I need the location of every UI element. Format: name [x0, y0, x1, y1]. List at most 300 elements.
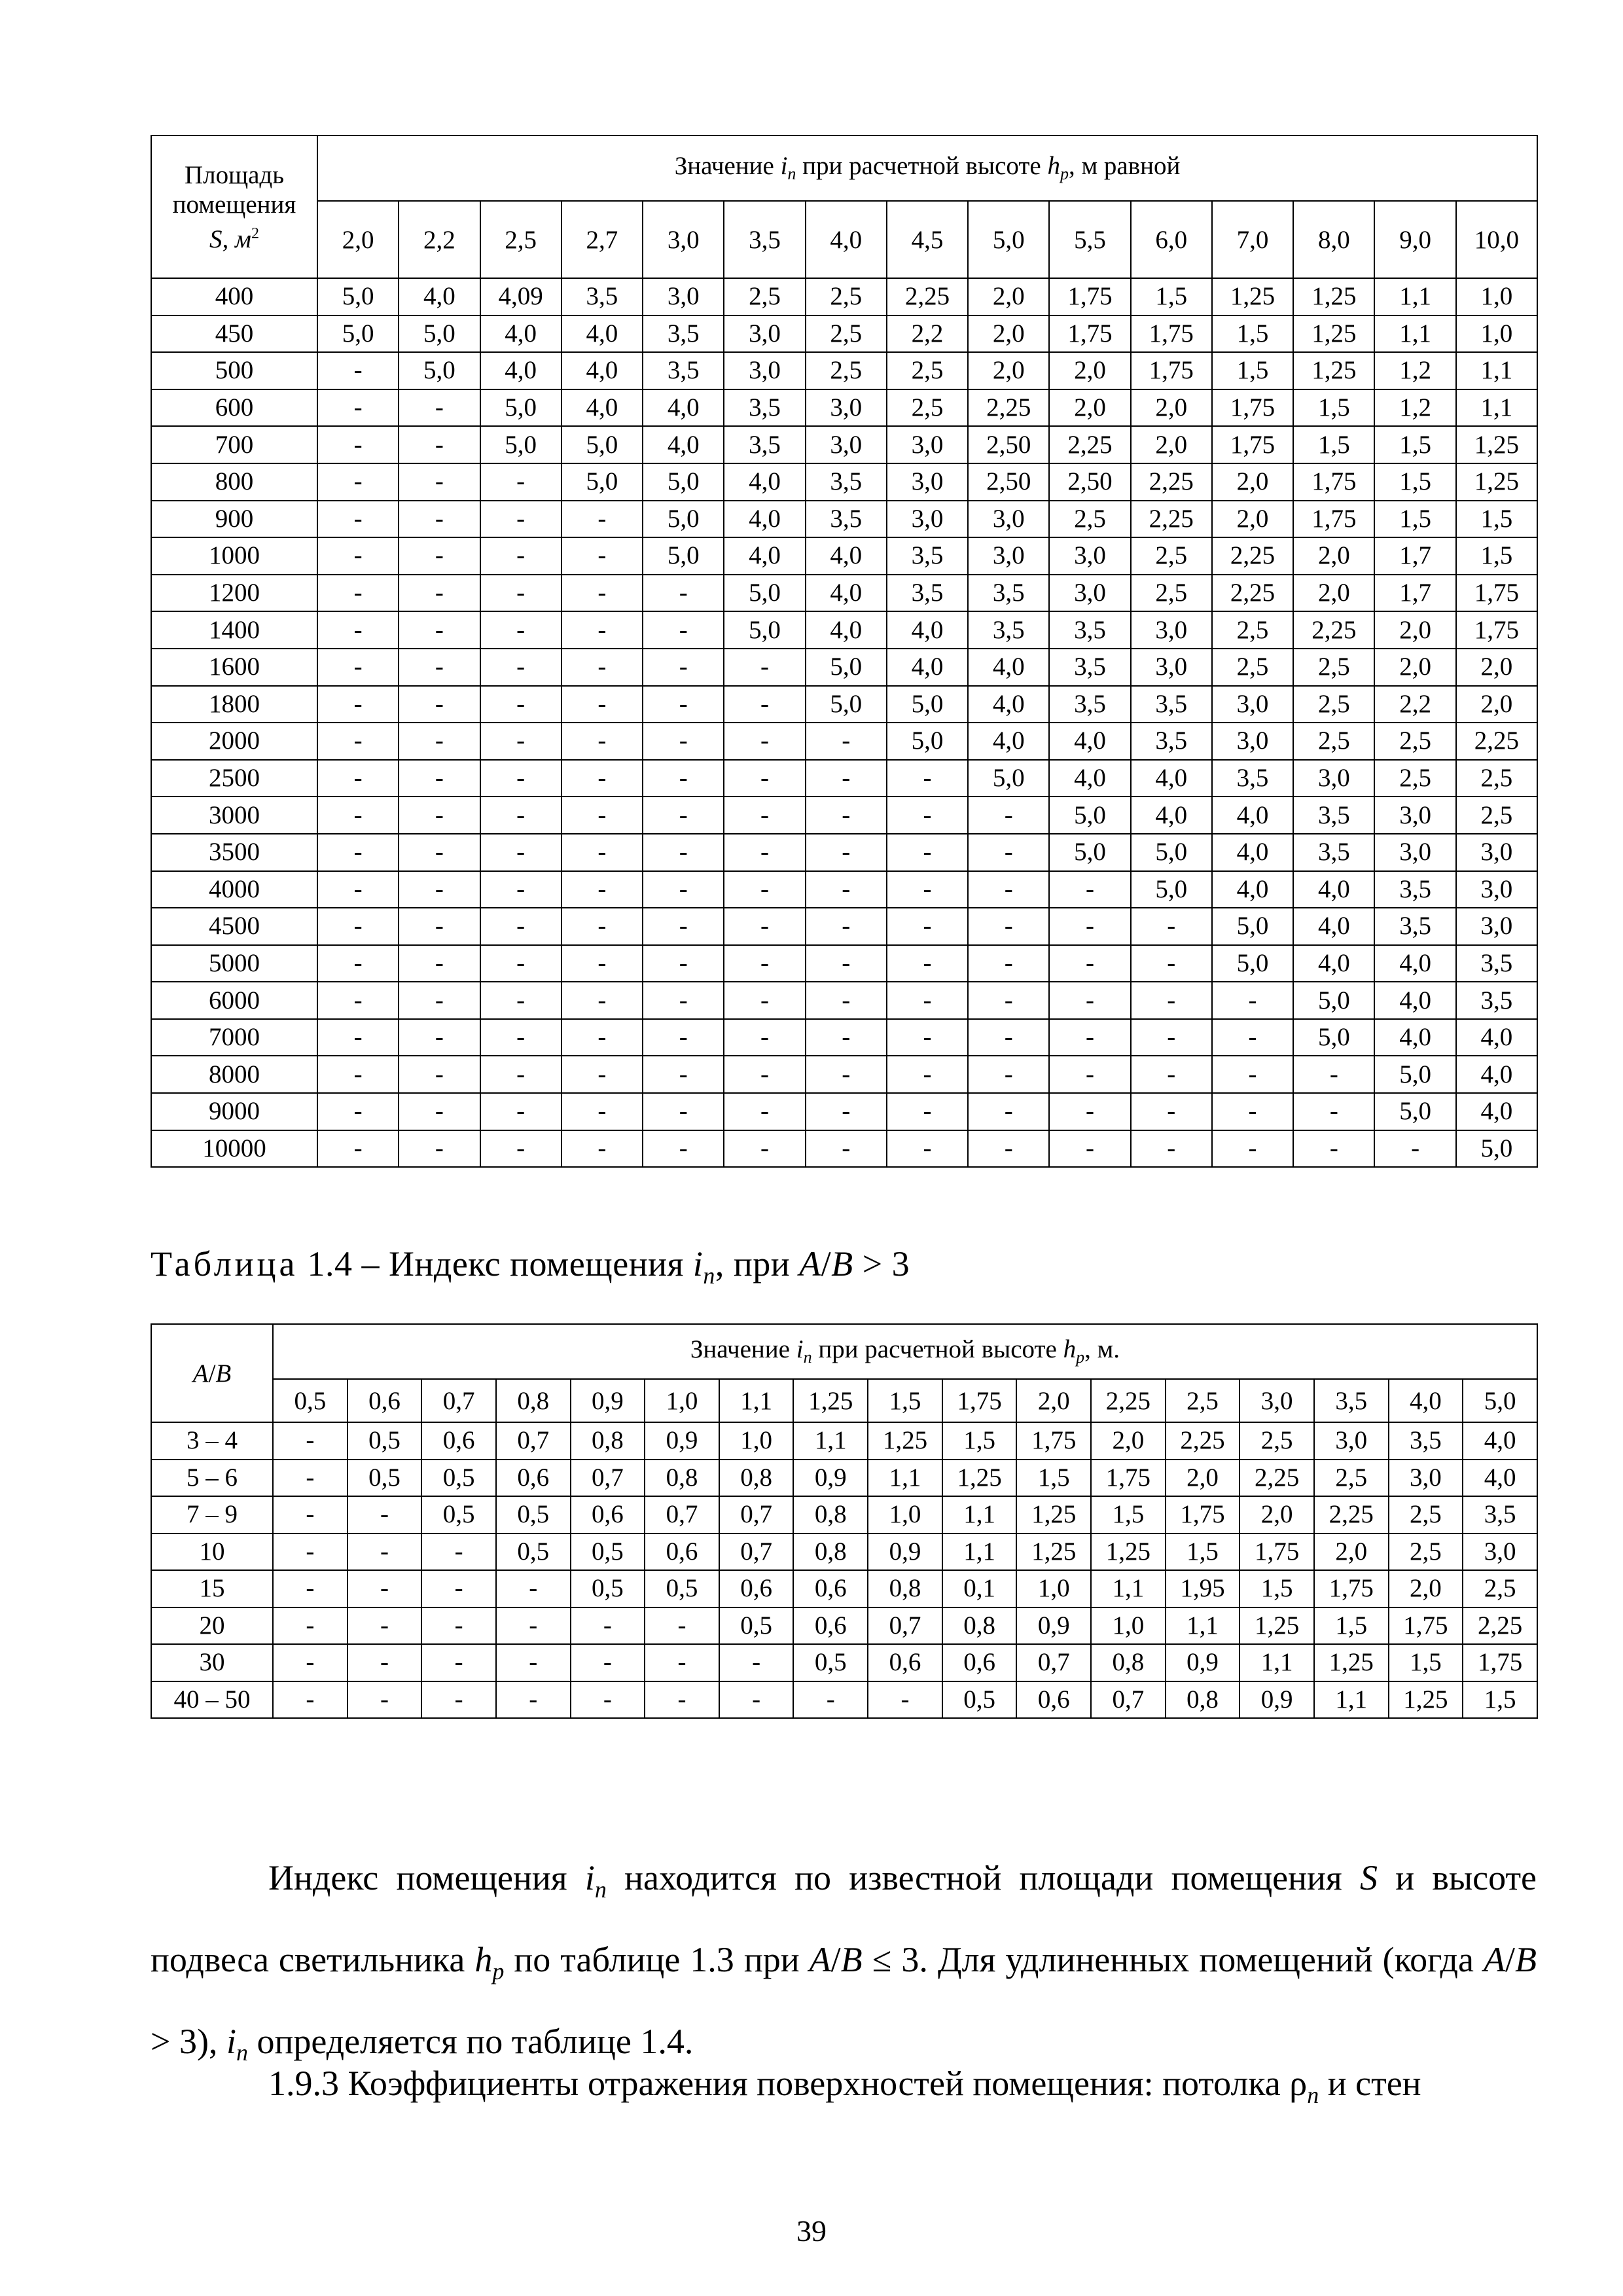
table-cell: 4,0: [562, 315, 643, 353]
table-cell: 5,0: [806, 686, 887, 723]
table13-height-header: 4,0: [806, 201, 887, 278]
table-cell: 1,5: [1240, 1570, 1314, 1607]
table-cell: 2,5: [806, 278, 887, 315]
table-cell: -: [399, 723, 480, 760]
table-1-4-caption: Таблица 1.4 – Индекс помещения $i_п$, при A/B > 3: [151, 1244, 910, 1289]
table-cell: 3,0: [887, 501, 968, 538]
table-cell: 4,0: [1293, 945, 1374, 982]
row-label-cell: 4000: [151, 871, 317, 908]
table-cell: -: [421, 1607, 496, 1645]
table-cell: -: [643, 1093, 724, 1130]
table-cell: -: [348, 1607, 422, 1645]
table-row: [151, 1644, 1537, 1681]
table-cell: 4,0: [480, 352, 562, 389]
table-cell: -: [317, 389, 399, 427]
table14-height-header: 3,0: [1240, 1379, 1314, 1422]
table-cell: -: [1131, 1019, 1212, 1056]
table-cell: 2,5: [1389, 1534, 1463, 1571]
table-cell: -: [1131, 982, 1212, 1019]
table-cell: 2,0: [1212, 463, 1293, 501]
table-cell: 5,0: [562, 463, 643, 501]
table-cell: -: [1212, 1130, 1293, 1168]
table-cell: -: [348, 1570, 422, 1607]
row-label-cell: 1600: [151, 649, 317, 686]
paragraph-room-index: Индекс помещения $i_п$ находится по известной площади помещения S и высоте подвеса светильника $h_р$ по таблице 1.3 при A/B ≤ 3. Для удлиненных помещений (когда A/B > 3), $i_п$ определяется по таблице 1.4.: [151, 1858, 1537, 2066]
table-row: [151, 797, 1537, 834]
table-cell: -: [399, 760, 480, 797]
row-label-cell: 5 – 6: [151, 1460, 273, 1497]
table-cell: -: [399, 649, 480, 686]
table14-height-header: 0,8: [496, 1379, 571, 1422]
table-cell: 3,0: [724, 352, 805, 389]
table-cell: -: [724, 760, 805, 797]
table-cell: 1,25: [1456, 463, 1537, 501]
table-cell: 0,9: [793, 1460, 868, 1497]
table-cell: 1,75: [1463, 1644, 1537, 1681]
table-cell: 2,0: [1049, 352, 1130, 389]
table-cell: 5,0: [562, 426, 643, 463]
table-cell: -: [562, 723, 643, 760]
table-cell: 1,75: [1240, 1534, 1314, 1571]
table-cell: -: [480, 908, 562, 945]
table-cell: 1,5: [1131, 278, 1212, 315]
table-cell: 3,0: [806, 426, 887, 463]
table-cell: -: [480, 649, 562, 686]
table-cell: 1,25: [868, 1422, 942, 1460]
table-cell: 1,1: [1240, 1644, 1314, 1681]
table-cell: 1,5: [942, 1422, 1017, 1460]
table-cell: -: [968, 871, 1049, 908]
table-cell: -: [1212, 1019, 1293, 1056]
table-cell: 0,8: [793, 1534, 868, 1571]
table-cell: -: [317, 501, 399, 538]
table-cell: -: [399, 463, 480, 501]
table-cell: -: [480, 1019, 562, 1056]
table-cell: 5,0: [1131, 871, 1212, 908]
table-cell: 1,1: [1374, 315, 1455, 353]
table-cell: 2,25: [1049, 426, 1130, 463]
table-cell: -: [968, 908, 1049, 945]
table-cell: 0,9: [1240, 1681, 1314, 1719]
table-cell: 5,0: [1293, 1019, 1374, 1056]
table-cell: 5,0: [399, 315, 480, 353]
table-cell: -: [724, 982, 805, 1019]
table-cell: 2,0: [1389, 1570, 1463, 1607]
table-cell: 2,25: [1131, 463, 1212, 501]
table-cell: 3,0: [1314, 1422, 1389, 1460]
table-cell: -: [348, 1496, 422, 1534]
table-cell: 1,75: [1131, 352, 1212, 389]
table-cell: 1,75: [1293, 501, 1374, 538]
table-cell: 1,5: [1166, 1534, 1240, 1571]
table-cell: 2,5: [724, 278, 805, 315]
row-label-cell: 800: [151, 463, 317, 501]
row-label-cell: 3 – 4: [151, 1422, 273, 1460]
table14-height-header: 3,5: [1314, 1379, 1389, 1422]
table-cell: -: [1049, 1056, 1130, 1093]
table13-height-header: 5,0: [968, 201, 1049, 278]
table-cell: -: [317, 908, 399, 945]
table-cell: -: [724, 1093, 805, 1130]
table-cell: 2,0: [968, 278, 1049, 315]
table-cell: 1,75: [1456, 575, 1537, 612]
table-cell: -: [317, 945, 399, 982]
table-cell: -: [496, 1644, 571, 1681]
table-cell: -: [724, 686, 805, 723]
table-cell: -: [562, 1130, 643, 1168]
table-row: [151, 982, 1537, 1019]
table-cell: -: [317, 537, 399, 575]
table-cell: -: [317, 723, 399, 760]
table-cell: 3,5: [1049, 611, 1130, 649]
table-cell: -: [724, 834, 805, 871]
table-cell: 2,0: [1293, 575, 1374, 612]
table-cell: 0,5: [348, 1460, 422, 1497]
table-cell: -: [887, 1019, 968, 1056]
table-cell: -: [480, 871, 562, 908]
table-cell: 0,8: [1166, 1681, 1240, 1719]
row-label-cell: 10000: [151, 1130, 317, 1168]
table-cell: 3,0: [1293, 760, 1374, 797]
table-cell: -: [724, 797, 805, 834]
table-cell: 0,8: [571, 1422, 645, 1460]
table13-height-header: 3,5: [724, 201, 805, 278]
table-cell: 4,0: [1456, 1019, 1537, 1056]
table-cell: 2,0: [1240, 1496, 1314, 1534]
table-cell: 4,0: [1131, 760, 1212, 797]
table-cell: 3,5: [1456, 945, 1537, 982]
table14-height-header: 0,9: [571, 1379, 645, 1422]
table-cell: -: [645, 1681, 719, 1719]
row-label-cell: 1800: [151, 686, 317, 723]
table-cell: 0,1: [942, 1570, 1017, 1607]
table-row: [151, 537, 1537, 575]
table-cell: 4,0: [806, 611, 887, 649]
table13-height-header: 2,0: [317, 201, 399, 278]
table-cell: -: [887, 797, 968, 834]
table-cell: 0,6: [645, 1534, 719, 1571]
table-cell: 2,25: [1293, 611, 1374, 649]
table-cell: -: [724, 945, 805, 982]
table-row: [151, 501, 1537, 538]
table-cell: -: [399, 537, 480, 575]
table-cell: 2,5: [1131, 537, 1212, 575]
table-cell: 2,0: [1314, 1534, 1389, 1571]
table-cell: -: [1293, 1130, 1374, 1168]
table-cell: 4,0: [1463, 1460, 1537, 1497]
table-cell: -: [887, 945, 968, 982]
table-cell: 2,5: [1293, 723, 1374, 760]
table-cell: 1,5: [1456, 501, 1537, 538]
table-cell: -: [643, 1130, 724, 1168]
table-cell: 3,5: [1374, 871, 1455, 908]
header-ab: A/B: [151, 1324, 273, 1422]
row-label-cell: 3500: [151, 834, 317, 871]
table-cell: 4,0: [724, 463, 805, 501]
table-cell: -: [968, 945, 1049, 982]
table-cell: 1,75: [1166, 1496, 1240, 1534]
table-cell: 3,0: [968, 501, 1049, 538]
table-cell: 1,5: [1389, 1644, 1463, 1681]
table-cell: -: [562, 537, 643, 575]
table-cell: 1,75: [1456, 611, 1537, 649]
table-cell: -: [806, 1019, 887, 1056]
table-cell: -: [887, 1130, 968, 1168]
table-row: [151, 611, 1537, 649]
table-cell: 3,5: [1293, 797, 1374, 834]
table-cell: -: [317, 1130, 399, 1168]
table-cell: 1,5: [1212, 315, 1293, 353]
table-cell: 1,5: [1091, 1496, 1166, 1534]
header-area: Площадь помещения S, $м^2$: [151, 135, 317, 278]
table-cell: 3,5: [1389, 1422, 1463, 1460]
table-cell: 1,1: [942, 1534, 1017, 1571]
table-cell: 1,7: [1374, 537, 1455, 575]
table14-height-header: 4,0: [1389, 1379, 1463, 1422]
table-cell: -: [273, 1422, 348, 1460]
table14-height-header: 2,0: [1016, 1379, 1091, 1422]
table-cell: 2,50: [968, 426, 1049, 463]
table-cell: -: [968, 982, 1049, 1019]
table-cell: 0,9: [1166, 1644, 1240, 1681]
table-cell: 2,2: [1374, 686, 1455, 723]
table-cell: -: [562, 501, 643, 538]
table-cell: 3,0: [1212, 686, 1293, 723]
table-cell: -: [1049, 871, 1130, 908]
table-cell: 1,1: [868, 1460, 942, 1497]
table-cell: 0,9: [1016, 1607, 1091, 1645]
table-cell: 1,5: [1374, 426, 1455, 463]
table-cell: -: [273, 1607, 348, 1645]
table-cell: 3,5: [1131, 686, 1212, 723]
table-cell: -: [1049, 1130, 1130, 1168]
table-cell: 1,5: [1293, 389, 1374, 427]
table13-height-header: 10,0: [1456, 201, 1537, 278]
page-number: 39: [796, 2214, 827, 2248]
table-cell: -: [1293, 1056, 1374, 1093]
table-cell: 0,8: [868, 1570, 942, 1607]
table-cell: 2,0: [1091, 1422, 1166, 1460]
table-row: [151, 389, 1537, 427]
table-cell: -: [643, 797, 724, 834]
table-cell: 2,25: [968, 389, 1049, 427]
table-cell: -: [480, 686, 562, 723]
table-cell: 3,0: [887, 463, 968, 501]
table-row: [151, 1607, 1537, 1645]
table-cell: 1,5: [1016, 1460, 1091, 1497]
table14-height-header: 0,6: [348, 1379, 422, 1422]
table-cell: 3,5: [968, 575, 1049, 612]
table-cell: 5,0: [724, 575, 805, 612]
table-cell: -: [317, 1056, 399, 1093]
table-cell: 1,1: [1374, 278, 1455, 315]
table-cell: 0,5: [421, 1496, 496, 1534]
table-cell: 3,0: [643, 278, 724, 315]
table-cell: 4,0: [1456, 1093, 1537, 1130]
table-cell: 3,0: [1131, 649, 1212, 686]
table-cell: 0,7: [1091, 1681, 1166, 1719]
table-cell: -: [887, 834, 968, 871]
table-cell: -: [719, 1644, 794, 1681]
table-cell: 4,0: [643, 426, 724, 463]
table-cell: 3,5: [643, 352, 724, 389]
table-cell: -: [968, 797, 1049, 834]
table-cell: -: [887, 871, 968, 908]
table-cell: 1,75: [1091, 1460, 1166, 1497]
table-cell: 1,2: [1374, 389, 1455, 427]
table14-height-header: 5,0: [1463, 1379, 1537, 1422]
table-cell: 4,0: [1212, 797, 1293, 834]
table-cell: -: [571, 1607, 645, 1645]
table13-height-header: 8,0: [1293, 201, 1374, 278]
table-cell: 0,6: [793, 1607, 868, 1645]
table-cell: -: [806, 723, 887, 760]
table-cell: -: [399, 1093, 480, 1130]
table-cell: 1,0: [719, 1422, 794, 1460]
table-cell: -: [562, 797, 643, 834]
table-cell: -: [643, 982, 724, 1019]
table-cell: -: [399, 908, 480, 945]
table-cell: -: [273, 1644, 348, 1681]
table-cell: 2,5: [887, 352, 968, 389]
table-cell: -: [562, 575, 643, 612]
row-label-cell: 700: [151, 426, 317, 463]
row-label-cell: 600: [151, 389, 317, 427]
table-cell: -: [643, 723, 724, 760]
table-cell: 1,7: [1374, 575, 1455, 612]
table-cell: 5,0: [643, 463, 724, 501]
table-cell: 3,0: [806, 389, 887, 427]
table-cell: 2,0: [1456, 649, 1537, 686]
table-cell: 0,7: [571, 1460, 645, 1497]
table-cell: -: [399, 871, 480, 908]
table-cell: 5,0: [643, 537, 724, 575]
table-cell: 0,9: [645, 1422, 719, 1460]
table-cell: 2,5: [806, 352, 887, 389]
table-cell: -: [793, 1681, 868, 1719]
table-cell: -: [887, 1093, 968, 1130]
table-cell: -: [480, 463, 562, 501]
table-cell: -: [1131, 945, 1212, 982]
table13-height-header: 9,0: [1374, 201, 1455, 278]
table-cell: 0,7: [868, 1607, 942, 1645]
table-cell: 1,5: [1314, 1607, 1389, 1645]
table-cell: 5,0: [1212, 908, 1293, 945]
table-cell: 4,0: [1212, 834, 1293, 871]
table-cell: 3,0: [1463, 1534, 1537, 1571]
table-cell: 1,1: [1166, 1607, 1240, 1645]
table-cell: -: [399, 611, 480, 649]
table-cell: -: [399, 1130, 480, 1168]
table-cell: -: [968, 1019, 1049, 1056]
table-cell: 3,0: [1374, 834, 1455, 871]
table-cell: -: [724, 723, 805, 760]
table-cell: -: [273, 1570, 348, 1607]
table-cell: 2,25: [1166, 1422, 1240, 1460]
table-cell: 2,50: [1049, 463, 1130, 501]
row-label-cell: 4500: [151, 908, 317, 945]
table-cell: -: [399, 797, 480, 834]
table-cell: 3,0: [724, 315, 805, 353]
table-cell: -: [317, 649, 399, 686]
table-cell: -: [480, 797, 562, 834]
table-cell: -: [968, 1056, 1049, 1093]
table-cell: -: [399, 945, 480, 982]
table-cell: -: [806, 871, 887, 908]
table-cell: 3,0: [1212, 723, 1293, 760]
table-cell: 0,7: [645, 1496, 719, 1534]
row-label-cell: 1000: [151, 537, 317, 575]
row-label-cell: 2500: [151, 760, 317, 797]
table-cell: -: [1131, 908, 1212, 945]
table-cell: -: [562, 945, 643, 982]
table-cell: 1,5: [1463, 1681, 1537, 1719]
table-cell: 1,75: [1049, 278, 1130, 315]
table-row: [151, 315, 1537, 353]
table-cell: 0,8: [1091, 1644, 1166, 1681]
table-cell: -: [562, 1093, 643, 1130]
table-row: [151, 649, 1537, 686]
table-cell: 0,5: [496, 1534, 571, 1571]
table-cell: 3,0: [1456, 834, 1537, 871]
table-cell: 5,0: [887, 723, 968, 760]
table-cell: 0,6: [793, 1570, 868, 1607]
table-cell: 2,5: [1314, 1460, 1389, 1497]
table-cell: 1,1: [1456, 352, 1537, 389]
table-row: [151, 834, 1537, 871]
table-cell: 2,5: [1456, 797, 1537, 834]
row-label-cell: 8000: [151, 1056, 317, 1093]
table-1-4: [151, 1323, 1538, 1719]
table-cell: 1,25: [1293, 315, 1374, 353]
table-row: [151, 871, 1537, 908]
table-row: [151, 760, 1537, 797]
table-cell: 5,0: [887, 686, 968, 723]
table-row: [151, 908, 1537, 945]
table-cell: -: [496, 1681, 571, 1719]
table-cell: 2,5: [1389, 1496, 1463, 1534]
table-cell: 4,0: [1456, 1056, 1537, 1093]
table-cell: 1,25: [1212, 278, 1293, 315]
table-cell: 2,5: [1374, 723, 1455, 760]
table-cell: 5,0: [968, 760, 1049, 797]
table-cell: -: [317, 1019, 399, 1056]
table-cell: -: [317, 1093, 399, 1130]
table-cell: -: [496, 1570, 571, 1607]
table-cell: -: [317, 352, 399, 389]
row-label-cell: 400: [151, 278, 317, 315]
table14-height-header: 0,7: [421, 1379, 496, 1422]
table-cell: 1,75: [1212, 389, 1293, 427]
table14-height-header: 1,75: [942, 1379, 1017, 1422]
table-cell: 3,0: [1049, 537, 1130, 575]
table-1-3: [151, 135, 1538, 1168]
table-cell: -: [645, 1644, 719, 1681]
paragraph-reflection: 1.9.3 Коэффициенты отражения поверхностей помещения: потолка $\rho_п$ и стен: [268, 2064, 1421, 2108]
table14-height-header: 2,5: [1166, 1379, 1240, 1422]
table-cell: 0,6: [942, 1644, 1017, 1681]
table-cell: 0,5: [348, 1422, 422, 1460]
table-cell: -: [1049, 1093, 1130, 1130]
table-cell: -: [317, 871, 399, 908]
table-cell: -: [806, 1056, 887, 1093]
table-cell: -: [562, 611, 643, 649]
table-cell: -: [480, 982, 562, 1019]
table-cell: 4,0: [968, 723, 1049, 760]
table-cell: -: [968, 1130, 1049, 1168]
table-cell: 5,0: [317, 278, 399, 315]
table-cell: -: [724, 1056, 805, 1093]
